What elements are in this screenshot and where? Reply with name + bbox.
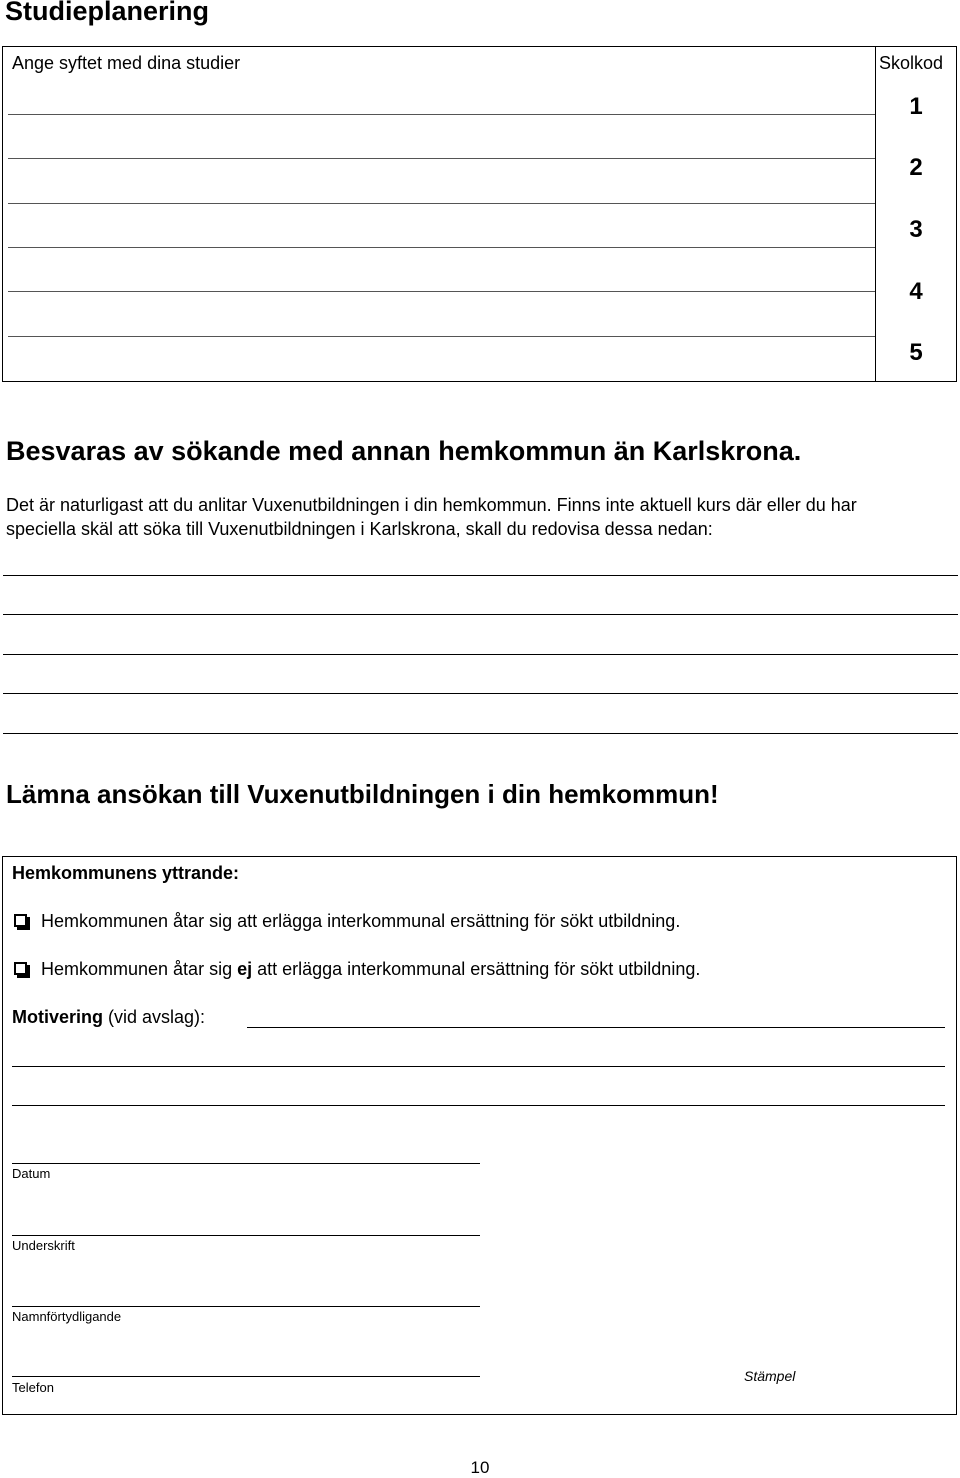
outside-municipality-heading: Besvaras av sökande med annan hemkommun än Karlskrona. <box>6 436 802 466</box>
school-code-5: 5 <box>909 339 923 366</box>
signature-label: Underskrift <box>12 1238 75 1253</box>
school-code-4: 4 <box>909 278 923 305</box>
outside-municipality-instructions <box>6 493 956 541</box>
instructions-line-1: Det är naturligast att du anlitar Vuxenutbildningen i din hemkommun. Finns inte aktuell kurs där eller du har <box>6 495 857 515</box>
school-code-3: 3 <box>909 216 923 243</box>
reason-write-line[interactable] <box>3 733 958 734</box>
phone-line[interactable] <box>12 1376 480 1377</box>
motivation-label: Motivering (vid avslag): <box>12 1007 206 1027</box>
home-municipality-statement-box <box>2 856 957 1415</box>
motivation-write-line[interactable] <box>12 1066 945 1067</box>
purpose-write-line[interactable] <box>8 336 875 337</box>
option-accept-row <box>14 911 680 932</box>
purpose-write-line[interactable] <box>8 291 875 292</box>
motivation-write-line[interactable] <box>12 1105 945 1106</box>
accept-label: Hemkommunen åtar sig att erlägga interkommunal ersättning för sökt utbildning. <box>41 911 681 931</box>
date-label: Datum <box>12 1166 51 1181</box>
name-clarification-label: Namnförtydligande <box>12 1309 122 1324</box>
purpose-write-line[interactable] <box>8 158 875 159</box>
date-line[interactable] <box>12 1163 480 1164</box>
school-code-header: Skolkod <box>879 53 944 73</box>
page-title: Studieplanering <box>5 0 210 26</box>
page-number: 10 <box>470 1458 490 1477</box>
purpose-write-line[interactable] <box>8 247 875 248</box>
reason-write-line[interactable] <box>3 654 958 655</box>
stamp-label: Stämpel <box>744 1368 796 1384</box>
reason-write-line[interactable] <box>3 693 958 694</box>
signature-line[interactable] <box>12 1235 480 1236</box>
instructions-line-2: speciella skäl att söka till Vuxenutbildningen i Karlskrona, skall du redovisa dessa nedan: <box>6 519 713 539</box>
school-code-2: 2 <box>909 154 923 181</box>
school-code-1: 1 <box>909 93 923 120</box>
name-clarification-line[interactable] <box>12 1306 480 1307</box>
study-purpose-box <box>2 46 957 382</box>
decline-checkbox[interactable] <box>14 962 27 975</box>
motivation-write-line[interactable] <box>247 1027 945 1028</box>
statement-title: Hemkommunens yttrande: <box>12 863 240 883</box>
purpose-write-line[interactable] <box>8 203 875 204</box>
decline-label: Hemkommunen åtar sig ej att erlägga interkommunal ersättning för sökt utbildning. <box>41 959 701 979</box>
accept-checkbox[interactable] <box>14 914 27 927</box>
purpose-write-line[interactable] <box>8 114 875 115</box>
reason-write-line[interactable] <box>3 614 958 615</box>
submit-instruction-heading: Lämna ansökan till Vuxenutbildningen i din hemkommun! <box>6 779 719 809</box>
option-decline-row <box>14 959 700 980</box>
purpose-label: Ange syftet med dina studier <box>12 53 241 73</box>
phone-label: Telefon <box>12 1380 54 1395</box>
reason-write-line[interactable] <box>3 575 958 576</box>
